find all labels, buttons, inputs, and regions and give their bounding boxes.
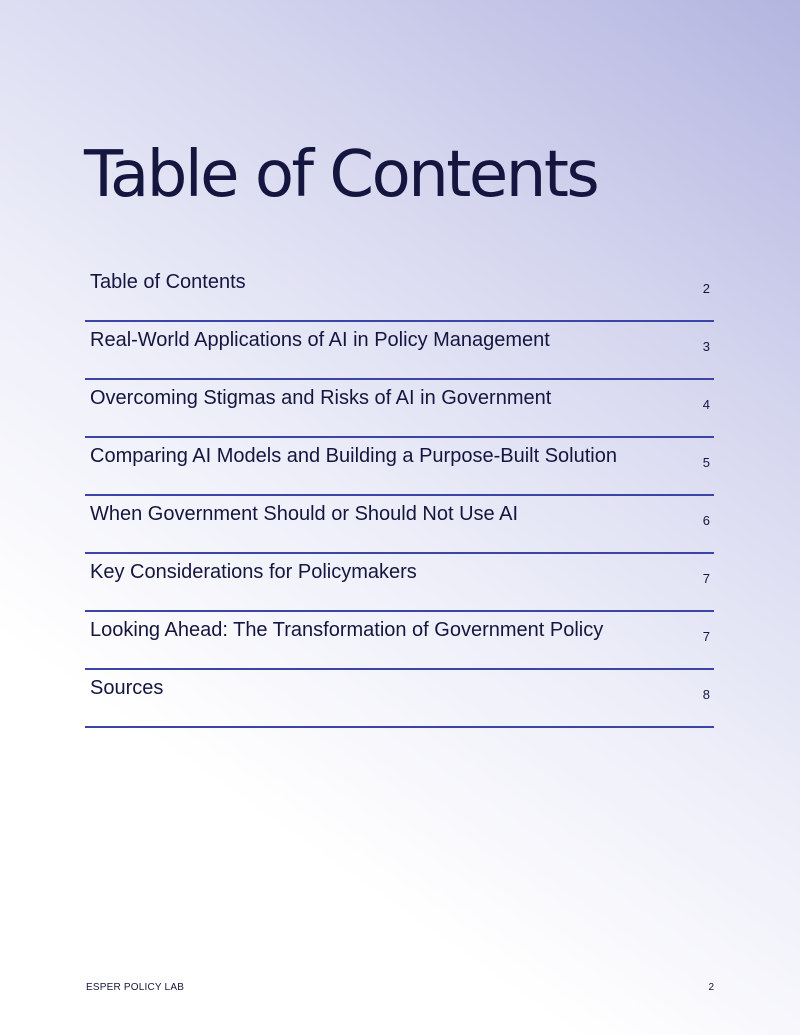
toc-entry-page-number: 7: [702, 571, 710, 586]
toc-entry-page-number: 4: [702, 397, 710, 412]
toc-entry[interactable]: [85, 438, 714, 496]
page-title: Table of Contents: [84, 138, 598, 212]
toc-entry-title[interactable]: When Government Should or Should Not Use AI: [90, 503, 519, 525]
toc-entry-page-number: 5: [702, 455, 710, 470]
toc-entry-page-number: 6: [702, 513, 710, 528]
table-of-contents: [85, 264, 714, 728]
toc-entry-title[interactable]: Key Considerations for Policymakers: [90, 561, 417, 583]
toc-entry-page-number: 7: [702, 629, 710, 644]
footer-page-number: 2: [708, 982, 714, 993]
footer-brand: ESPER POLICY LAB: [86, 982, 185, 993]
toc-entry[interactable]: [85, 670, 714, 728]
toc-entry-title[interactable]: Looking Ahead: The Transformation of Government Policy: [90, 619, 604, 641]
toc-entry[interactable]: [85, 380, 714, 438]
toc-entry-page-number: 2: [702, 281, 710, 296]
toc-entry[interactable]: [85, 554, 714, 612]
toc-entry[interactable]: [85, 322, 714, 380]
toc-entry-title[interactable]: Overcoming Stigmas and Risks of AI in Government: [90, 387, 552, 409]
toc-entry[interactable]: [85, 496, 714, 554]
toc-entry-page-number: 8: [702, 687, 710, 702]
toc-entry-title[interactable]: Sources: [90, 677, 164, 699]
toc-entry-title[interactable]: Comparing AI Models and Building a Purpose-Built Solution: [90, 445, 617, 467]
toc-entry[interactable]: [85, 264, 714, 322]
toc-entry-page-number: 3: [702, 339, 710, 354]
toc-entry[interactable]: [85, 612, 714, 670]
toc-entry-title[interactable]: Real-World Applications of AI in Policy Management: [90, 329, 550, 351]
toc-entry-title[interactable]: Table of Contents: [90, 271, 246, 293]
